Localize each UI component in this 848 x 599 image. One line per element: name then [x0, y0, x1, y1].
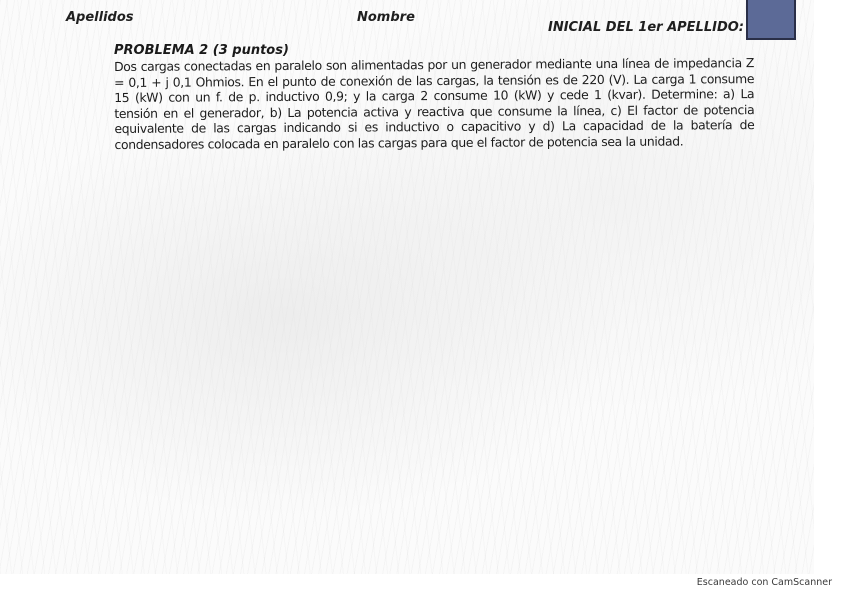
initial-box: [746, 0, 796, 40]
problem-title: PROBLEMA 2 (3 puntos): [114, 43, 289, 58]
apellidos-label: Apellidos: [66, 10, 134, 25]
scanner-watermark-text: Escaneado con CamScanner: [696, 577, 832, 588]
problem-statement: Dos cargas conectadas en paralelo son alimentadas por un generador mediante una línea de impedancia Z = 0,1 + j 0,1 Ohmios. En el punto de conexión de las cargas, la tensión es de 220 (V). La carga 1 consume 15 (kW) con un f. de p. inductivo 0,9; y la carga 2 consume 10 (kW) y cede 1 (kvar). Determine: a) La tensión en el generador, b) La potencia activa y reactiva que consume la línea, c) El factor de potencia equivalente de las cargas indicando si es inductivo o capacitivo y d) La capacidad de la batería de condensadores colocada en paralelo con las cargas para que el factor de potencia sea la unidad.: [114, 55, 755, 152]
scanner-footer: [672, 570, 832, 589]
inicial-apellido-label: INICIAL DEL 1er APELLIDO:: [548, 20, 744, 35]
nombre-label: Nombre: [357, 10, 415, 25]
